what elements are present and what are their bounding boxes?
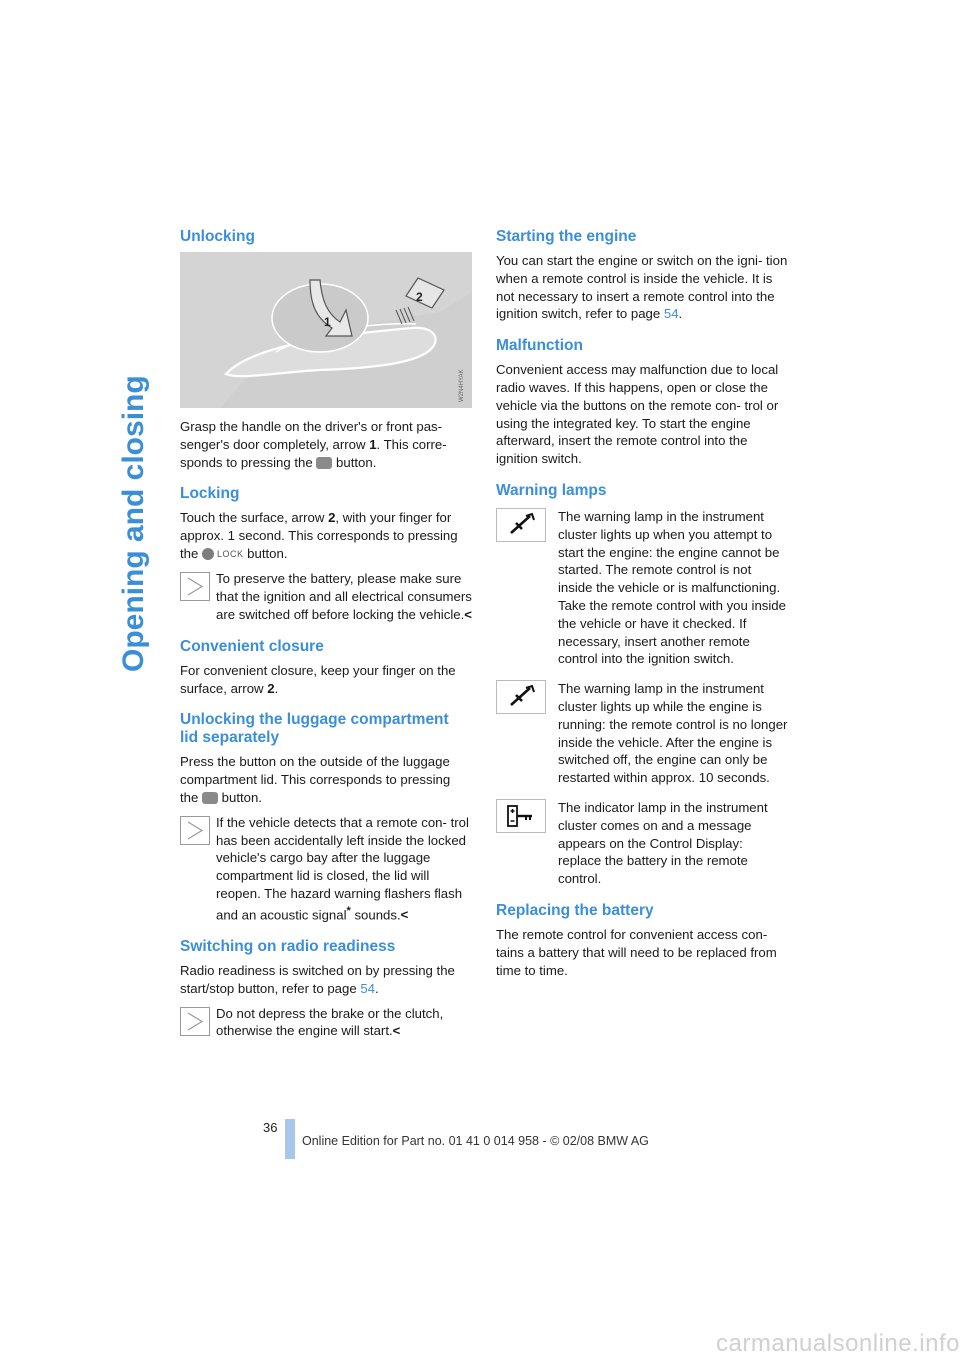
heading-warning-lamps: Warning lamps: [496, 481, 607, 499]
starting-text: You can start the engine or switch on the igni- tion when a remote control is inside the vehicle. It is not necessary to insert a remote control into the ignition switch, refer to page 54.: [496, 253, 788, 322]
note-arrow-icon: [180, 572, 210, 601]
luggage-note: If the vehicle detects that a remote con- trol has been accidentally left inside the locked vehicle's cargo bay after the luggage compartment lid is closed, the lid will reopen. The hazard warning flashers flash and an acoustic signal* sounds.<: [180, 814, 472, 924]
key-warning-icon: [496, 680, 546, 714]
footer-accent-bar: [285, 1119, 295, 1159]
figure-arrow-2: 2: [416, 290, 423, 304]
section-malfunction: [496, 337, 788, 468]
malfunction-text: Convenient access may malfunction due to local radio waves. If this happens, open or close the vehicle via the buttons on the remote con- trol or using the integrated key. To start the engine afterward, insert the remote control into the ignition switch.: [496, 362, 779, 467]
right-column: [496, 228, 788, 993]
key-warning-icon: [496, 508, 546, 542]
heading-convenient-closure: Convenient closure: [180, 637, 324, 655]
warning-lamp-2: The warning lamp in the instrument cluster lights up while the engine is running: the remote control is no longer inside the vehicle. After the engine is switched off, the engine can only be restarted within approx. 10 seconds.: [496, 680, 788, 787]
heading-luggage: Unlocking the luggage compartment lid separately: [180, 711, 449, 747]
convenient-closure-text: For convenient closure, keep your finger on the surface, arrow 2.: [180, 662, 456, 696]
battery-key-icon: [496, 799, 546, 833]
heading-unlocking: Unlocking: [180, 228, 255, 245]
section-warning-lamps: [496, 482, 788, 888]
figure-code: W2N4HYAK: [459, 369, 465, 402]
note-arrow-icon: [180, 1007, 210, 1036]
heading-radio-readiness: Switching on radio readiness: [180, 937, 396, 955]
luggage-text: Press the button on the outside of the luggage compartment lid. This corresponds to pressing the button.: [180, 754, 451, 805]
heading-replacing-battery: Replacing the battery: [496, 901, 654, 919]
battery-text: The remote control for convenient access con- tains a battery that will need to be replaced from time to time.: [496, 926, 777, 978]
figure-arrow-1: 1: [324, 315, 331, 329]
section-starting: [496, 228, 788, 323]
page-link-54[interactable]: 54: [360, 980, 376, 996]
watermark: carmanualsonline.info: [716, 1330, 960, 1357]
radio-note: Do not depress the brake or the clutch, otherwise the engine will start.<: [180, 1005, 472, 1041]
heading-locking: Locking: [180, 485, 240, 503]
locking-text: Touch the surface, arrow 2, with your finger for approx. 1 second. This corresponds to pressing the LOCK button.: [180, 509, 472, 563]
warning-lamp-1: The warning lamp in the instrument cluster lights up when you attempt to start the engine: the engine cannot be started. The remote control is not inside the vehicle or is malfunctioning. Take the remote control with you inside the vehicle or have it checked. If necessary, insert another remote control into the ignition switch.: [496, 508, 788, 668]
radio-text: Radio readiness is switched on by pressing the start/stop button, refer to page 54.: [180, 962, 455, 996]
unlocking-text: Grasp the handle on the driver's or front pas- senger's door completely, arrow 1. This corre- sponds to pressing the button.: [180, 419, 447, 470]
section-convenient-closure: [180, 638, 472, 698]
section-radio: [180, 938, 472, 1040]
page-number: 36: [263, 1120, 278, 1135]
locking-note: To preserve the battery, please make sure that the ignition and all electrical consumers are switched off before locking the vehicle.<: [180, 570, 472, 623]
section-title-text: Opening and closing: [117, 375, 150, 672]
section-locking: [180, 485, 472, 623]
edition-footer: Online Edition for Part no. 01 41 0 014 958 - © 02/08 BMW AG: [302, 1134, 649, 1148]
door-handle-illustration: [180, 252, 472, 408]
page-link-54[interactable]: 54: [663, 306, 679, 322]
lock-button-icon: LOCK: [202, 546, 244, 564]
left-column: [180, 228, 472, 1054]
heading-malfunction: Malfunction: [496, 337, 583, 355]
section-battery: [496, 902, 788, 979]
section-unlocking: [180, 228, 472, 471]
section-luggage: [180, 711, 472, 924]
warning-lamp-3: The indicator lamp in the instrument cluster comes on and a message appears on the Control Display: replace the battery in the remote control.: [496, 799, 788, 888]
car-lock-button-icon: [316, 457, 332, 469]
note-arrow-icon: [180, 816, 210, 845]
trunk-button-icon: [202, 792, 218, 804]
heading-starting-engine: Starting the engine: [496, 228, 637, 245]
section-title-vertical: [103, 120, 155, 680]
